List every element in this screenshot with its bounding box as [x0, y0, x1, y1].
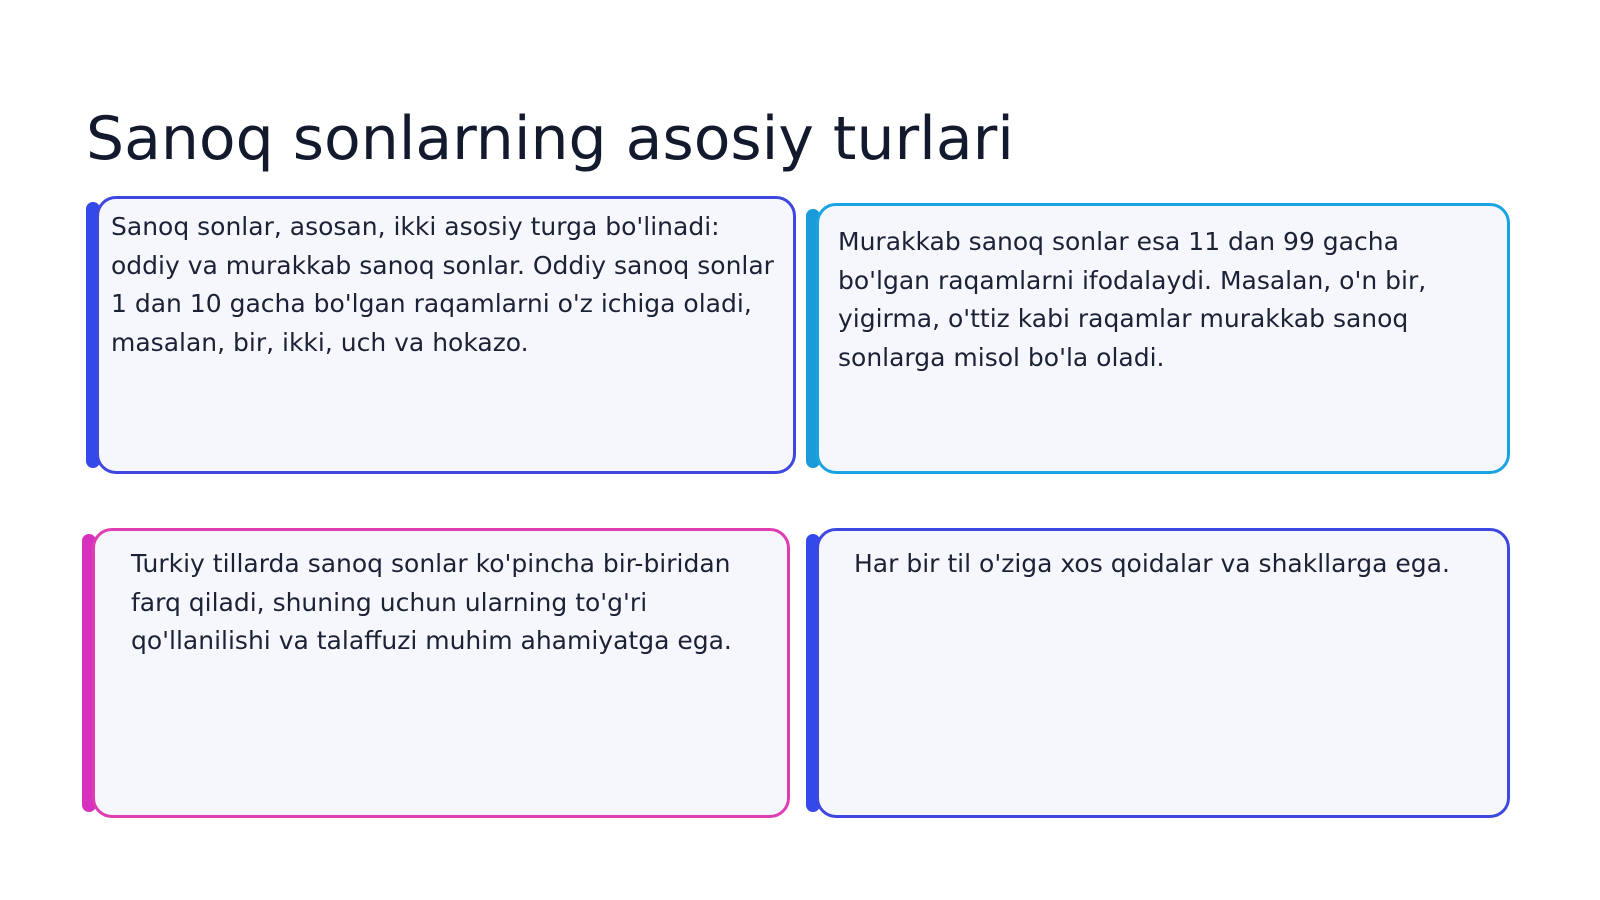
card-text: Murakkab sanoq sonlar esa 11 dan 99 gacha bo'lgan raqamlarni ifodalaydi. Masalan, o'n bir, yigirma, o'ttiz kabi raqamlar murakkab sanoq sonlarga misol bo'la oladi. [838, 227, 1427, 372]
info-card-compound-numbers [806, 203, 1510, 474]
info-card-language-rules [806, 528, 1510, 818]
card-text: Har bir til o'ziga xos qoidalar va shakllarga ega. [854, 549, 1450, 578]
card-text: Turkiy tillarda sanoq sonlar ko'pincha bir-biridan farq qiladi, shuning uchun ularning to'g'ri qo'llanilishi va talaffuzi muhim ahamiyatga ega. [131, 549, 732, 655]
card-text: Sanoq sonlar, asosan, ikki asosiy turga bo'linadi: oddiy va murakkab sanoq sonlar. Oddiy sanoq sonlar 1 dan 10 gacha bo'lgan raqamlarni o'z ichiga oladi, masalan, bir, ikki, uch va hokazo. [111, 212, 774, 357]
info-card-simple-numbers [86, 196, 796, 474]
slide-title: Sanoq sonlarning asosiy turlari [86, 104, 1014, 174]
info-card-turkic-languages [82, 528, 790, 818]
